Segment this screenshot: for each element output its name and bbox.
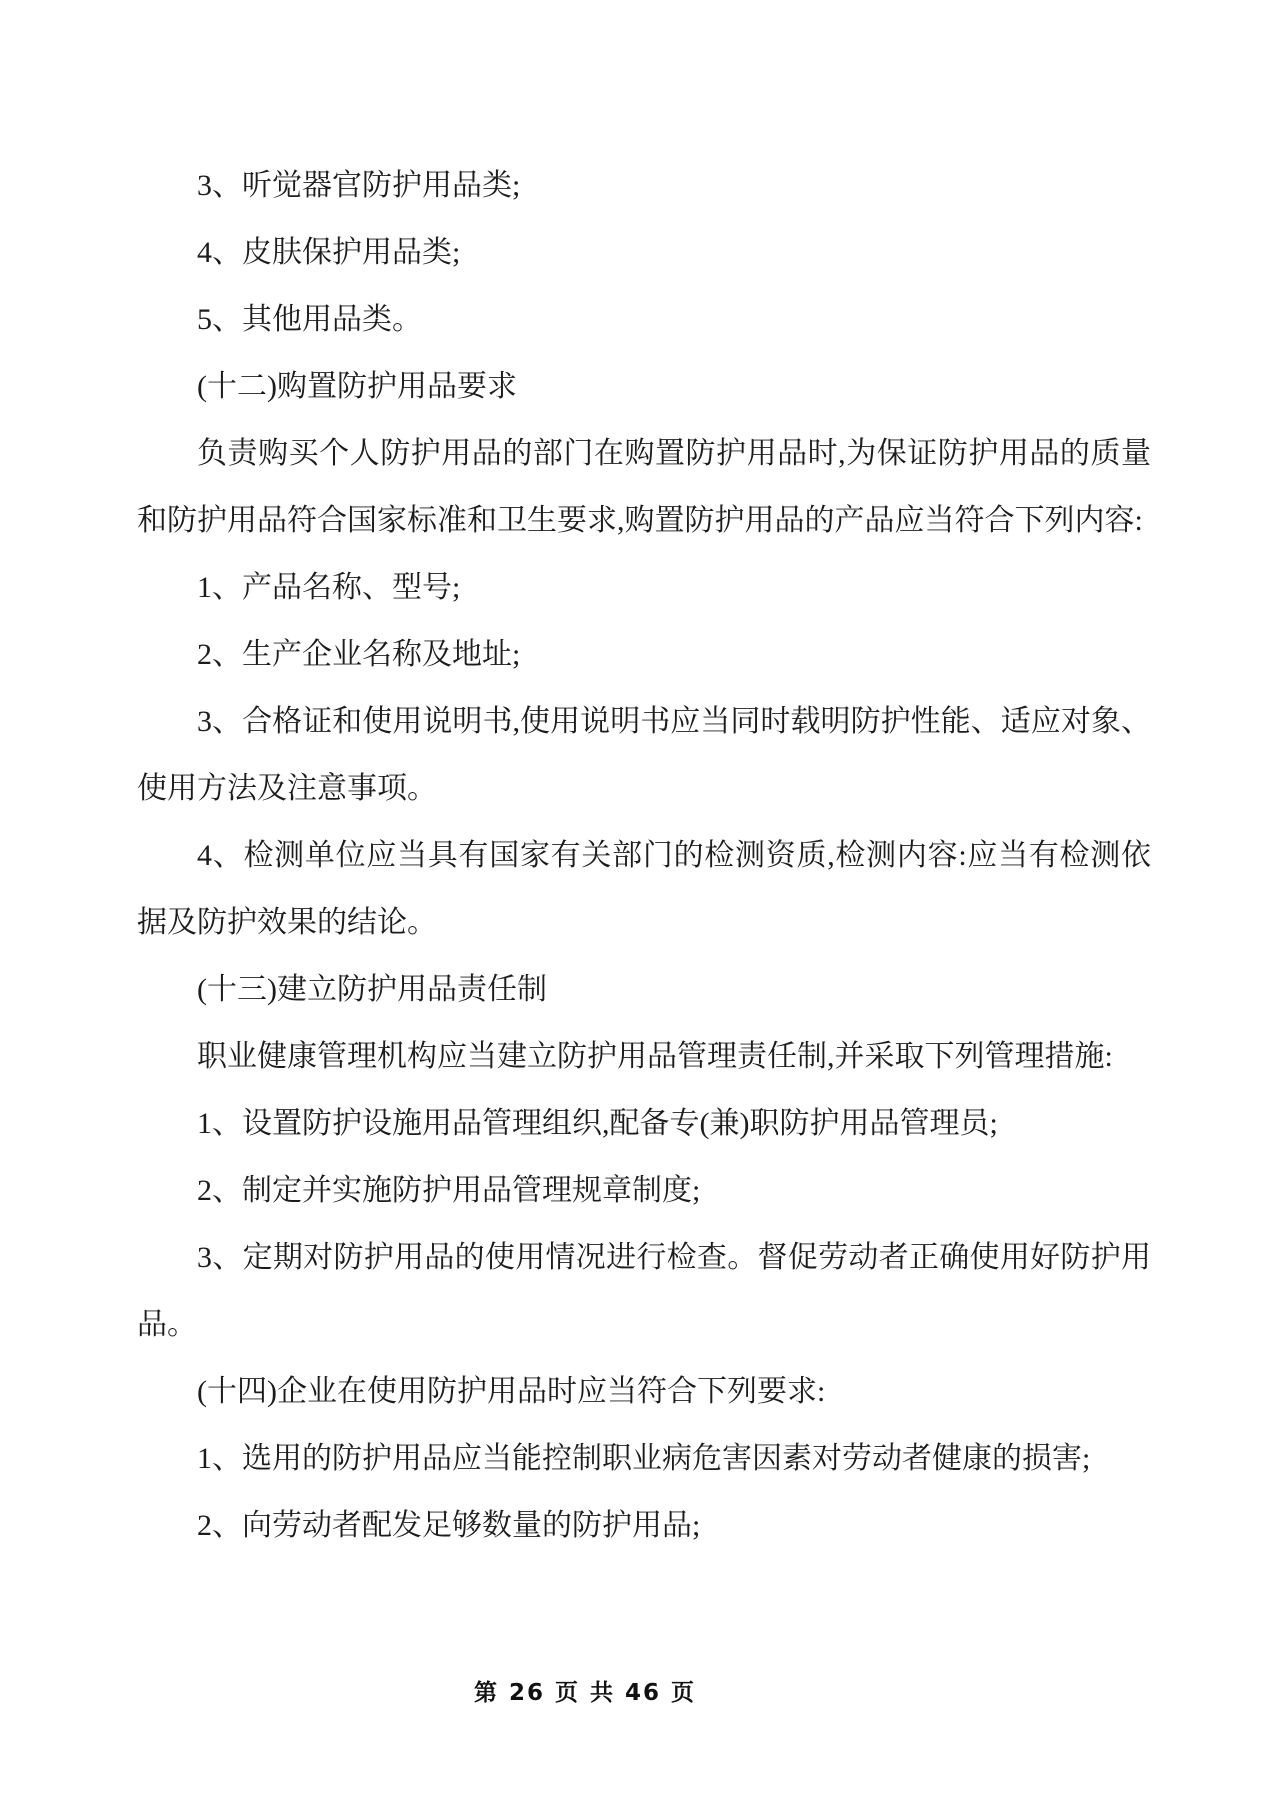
document-paragraph: 3、定期对防护用品的使用情况进行检查。督促劳动者正确使用好防护用品。 — [137, 1241, 1151, 1341]
document-body — [137, 152, 1151, 1559]
document-paragraph: 4、皮肤保护用品类; — [197, 236, 461, 269]
document-paragraph: 2、生产企业名称及地址; — [197, 638, 521, 671]
document-section-heading: (十二)购置防护用品要求 — [197, 370, 517, 403]
document-paragraph: 2、向劳动者配发足够数量的防护用品; — [197, 1509, 701, 1542]
document-section-heading: (十三)建立防护用品责任制 — [197, 973, 547, 1006]
document-paragraph: 1、选用的防护用品应当能控制职业病危害因素对劳动者健康的损害; — [197, 1442, 1091, 1475]
document-paragraph: 职业健康管理机构应当建立防护用品管理责任制,并采取下列管理措施: — [197, 1040, 1113, 1073]
document-section-heading: (十四)企业在使用防护用品时应当符合下列要求: — [197, 1375, 826, 1408]
document-paragraph: 4、检测单位应当具有国家有关部门的检测资质,检测内容:应当有检测依据及防护效果的结论。 — [137, 839, 1151, 939]
document-paragraph: 负责购买个人防护用品的部门在购置防护用品时,为保证防护用品的质量和防护用品符合国家标准和卫生要求,购置防护用品的产品应当符合下列内容: — [137, 437, 1151, 537]
page-footer — [0, 1676, 1170, 1710]
page-number-label: 第 26 页 共 46 页 — [473, 1680, 697, 1706]
document-paragraph: 3、合格证和使用说明书,使用说明书应当同时载明防护性能、适应对象、使用方法及注意事项。 — [137, 705, 1151, 805]
document-paragraph: 1、设置防护设施用品管理组织,配备专(兼)职防护用品管理员; — [197, 1107, 998, 1140]
document-paragraph: 1、产品名称、型号; — [197, 571, 461, 604]
document-paragraph: 3、听觉器官防护用品类; — [197, 169, 521, 202]
document-paragraph: 2、制定并实施防护用品管理规章制度; — [197, 1174, 701, 1207]
document-paragraph: 5、其他用品类。 — [197, 303, 422, 336]
